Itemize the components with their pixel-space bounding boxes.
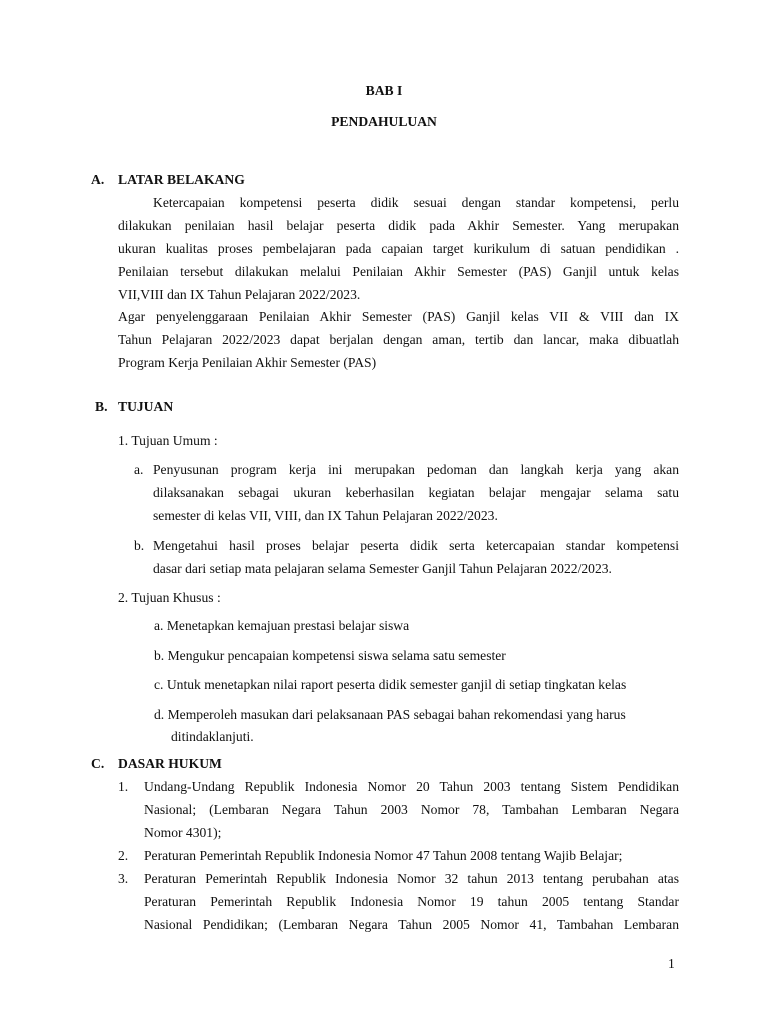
tujuan-khusus-label: 2. Tujuan Khusus : <box>118 590 221 605</box>
section-c-letter: C. <box>91 756 105 771</box>
tujuan-khusus-d-line-2: ditindaklanjuti. <box>171 729 254 744</box>
dasar-hukum-3-line-3: Nasional Pendidikan; (Lembaran Negara Tahun 2005 Nomor 41, Tambahan Lembaran <box>144 917 679 932</box>
dasar-hukum-1-line-1: Undang-Undang Republik Indonesia Nomor 20 Tahun 2003 tentang Sistem Pendidikan <box>144 779 679 794</box>
section-a-line-7: Tahun Pelajaran 2022/2023 dapat berjalan dengan aman, tertib dan lancar, maka dibuatlah <box>118 332 679 347</box>
tujuan-khusus-b: b. Mengukur pencapaian kompetensi siswa selama satu semester <box>154 648 506 663</box>
dasar-hukum-2-marker: 2. <box>118 848 129 863</box>
section-a-line-6: Agar penyelenggaraan Penilaian Akhir Semester (PAS) Ganjil kelas VII & VIII dan IX <box>118 309 679 324</box>
section-a-line-1: Ketercapaian kompetensi peserta didik sesuai dengan standar kompetensi, perlu <box>153 195 679 210</box>
tujuan-khusus-d-line-1: d. Memperoleh masukan dari pelaksanaan PAS sebagai bahan rekomendasi yang harus <box>154 707 626 722</box>
tujuan-khusus-c: c. Untuk menetapkan nilai raport peserta didik semester ganjil di setiap tingkatan kelas <box>154 677 627 692</box>
tujuan-umum-b-marker: b. <box>134 538 145 553</box>
section-a-line-8: Program Kerja Penilaian Akhir Semester (PAS) <box>118 355 377 370</box>
dasar-hukum-1-marker: 1. <box>118 779 129 794</box>
section-a-letter: A. <box>91 172 105 187</box>
tujuan-umum-a-marker: a. <box>134 462 144 477</box>
tujuan-umum-b-line-2: dasar dari setiap mata pelajaran selama Semester Ganjil Tahun Pelajaran 2022/2023. <box>153 561 612 576</box>
tujuan-khusus-a: a. Menetapkan kemajuan prestasi belajar siswa <box>154 618 410 633</box>
tujuan-umum-b-line-1: Mengetahui hasil proses belajar peserta didik serta ketercapaian standar kompetensi <box>153 538 679 553</box>
page-number: 1 <box>668 956 675 971</box>
section-b-letter: B. <box>95 399 108 414</box>
dasar-hukum-1-line-2: Nasional; (Lembaran Negara Tahun 2003 Nomor 78, Tambahan Lembaran Negara <box>144 802 679 817</box>
section-c-heading: DASAR HUKUM <box>118 756 222 771</box>
section-b-heading: TUJUAN <box>118 399 174 414</box>
tujuan-umum-a-line-3: semester di kelas VII, VIII, dan IX Tahun Pelajaran 2022/2023. <box>153 508 498 523</box>
dasar-hukum-3-line-1: Peraturan Pemerintah Republik Indonesia Nomor 32 tahun 2013 tentang perubahan atas <box>144 871 679 886</box>
dasar-hukum-1-line-3: Nomor 4301); <box>144 825 222 840</box>
tujuan-umum-a-line-2: dilaksanakan sebagai ukuran keberhasilan kegiatan belajar mengajar selama satu <box>153 485 679 500</box>
tujuan-umum-label: 1. Tujuan Umum : <box>118 433 218 448</box>
section-a-line-2: dilakukan penilaian hasil belajar peserta didik pada Akhir Semester. Yang merupakan <box>118 218 679 233</box>
section-a-line-4: Penilaian tersebut dilakukan melalui Penilaian Akhir Semester (PAS) Ganjil untuk kelas <box>118 264 679 279</box>
section-a-heading: LATAR BELAKANG <box>118 172 245 187</box>
tujuan-umum-a-line-1: Penyusunan program kerja ini merupakan pedoman dan langkah kerja yang akan <box>153 462 679 477</box>
chapter-title: PENDAHULUAN <box>331 114 437 129</box>
section-a-line-3: ukuran kualitas proses pembelajaran pada capaian target kurikulum di satuan pendidikan . <box>118 241 679 256</box>
dasar-hukum-3-marker: 3. <box>118 871 129 886</box>
dasar-hukum-2-line-1: Peraturan Pemerintah Republik Indonesia Nomor 47 Tahun 2008 tentang Wajib Belajar; <box>144 848 623 863</box>
dasar-hukum-3-line-2: Peraturan Pemerintah Republik Indonesia Nomor 19 tahun 2005 tentang Standar <box>144 894 679 909</box>
section-a-line-5: VII,VIII dan IX Tahun Pelajaran 2022/2023. <box>118 287 361 302</box>
chapter-label: BAB I <box>365 83 403 98</box>
